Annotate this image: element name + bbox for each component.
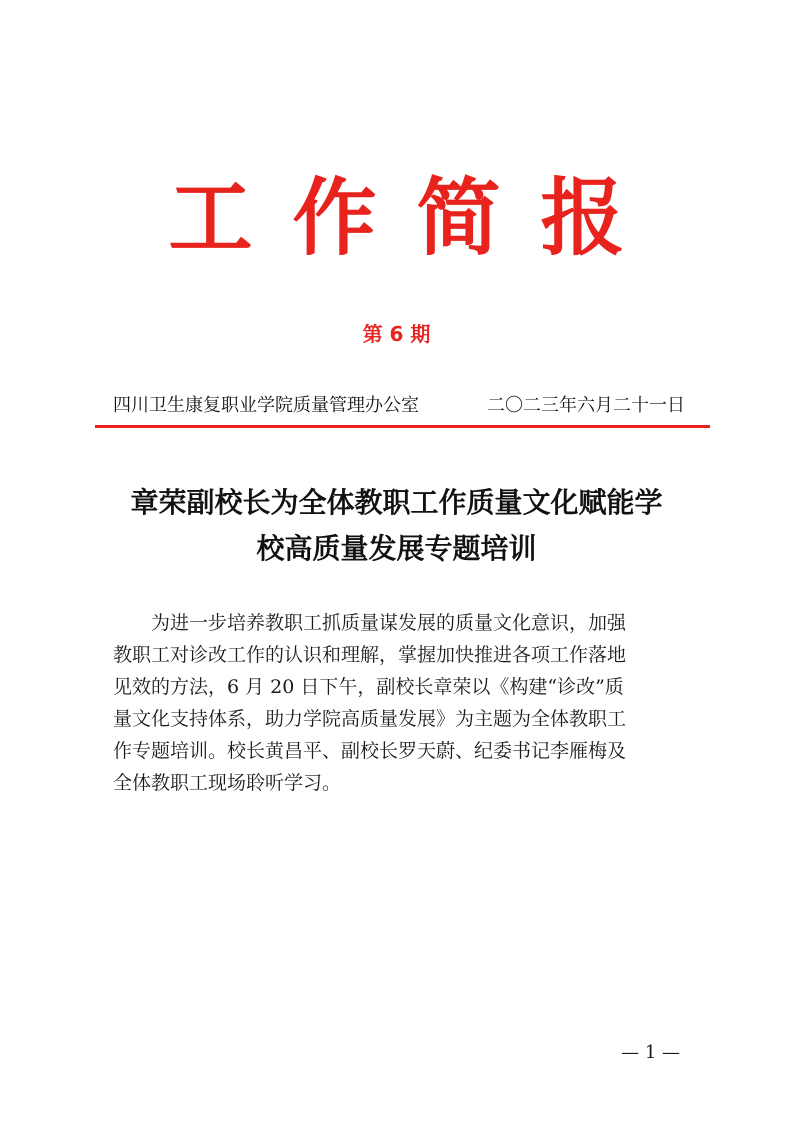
article-title-line: 校高质量发展专题培训 <box>256 532 537 565</box>
body-line: 教职工对诊改工作的认识和理解，掌握加快推进各项工作落地 <box>113 644 627 666</box>
body-line: 为进一步培养教职工抓质量谋发展的质量文化意识，加强 <box>151 612 627 634</box>
body-line: 作专题培训。校长黄昌平、副校长罗天蔚、纪委书记李雁梅及 <box>113 740 627 762</box>
issuer-row <box>113 392 685 420</box>
issue-date: 二〇二三年六月二十一日 <box>487 395 685 416</box>
body-line: 量文化支持体系，助力学院高质量发展》为主题为全体教职工 <box>113 708 627 730</box>
issue-number: 第 6 期 <box>362 322 431 346</box>
issuing-office: 四川卫生康复职业学院质量管理办公室 <box>113 395 419 416</box>
body-line: 见效的方法，6 月 20 日下午，副校长章荣以《构建“诊改”质 <box>113 676 624 698</box>
red-divider-line <box>95 425 710 428</box>
article-title <box>100 480 693 572</box>
page-number: — 1 — <box>621 1042 680 1063</box>
article-title-line: 章荣副校长为全体教职工作质量文化赋能学 <box>130 486 663 519</box>
masthead-title: 工作简报 <box>168 169 665 267</box>
body-line: 全体教职工现场聆听学习。 <box>113 772 342 794</box>
article-body <box>113 607 687 799</box>
